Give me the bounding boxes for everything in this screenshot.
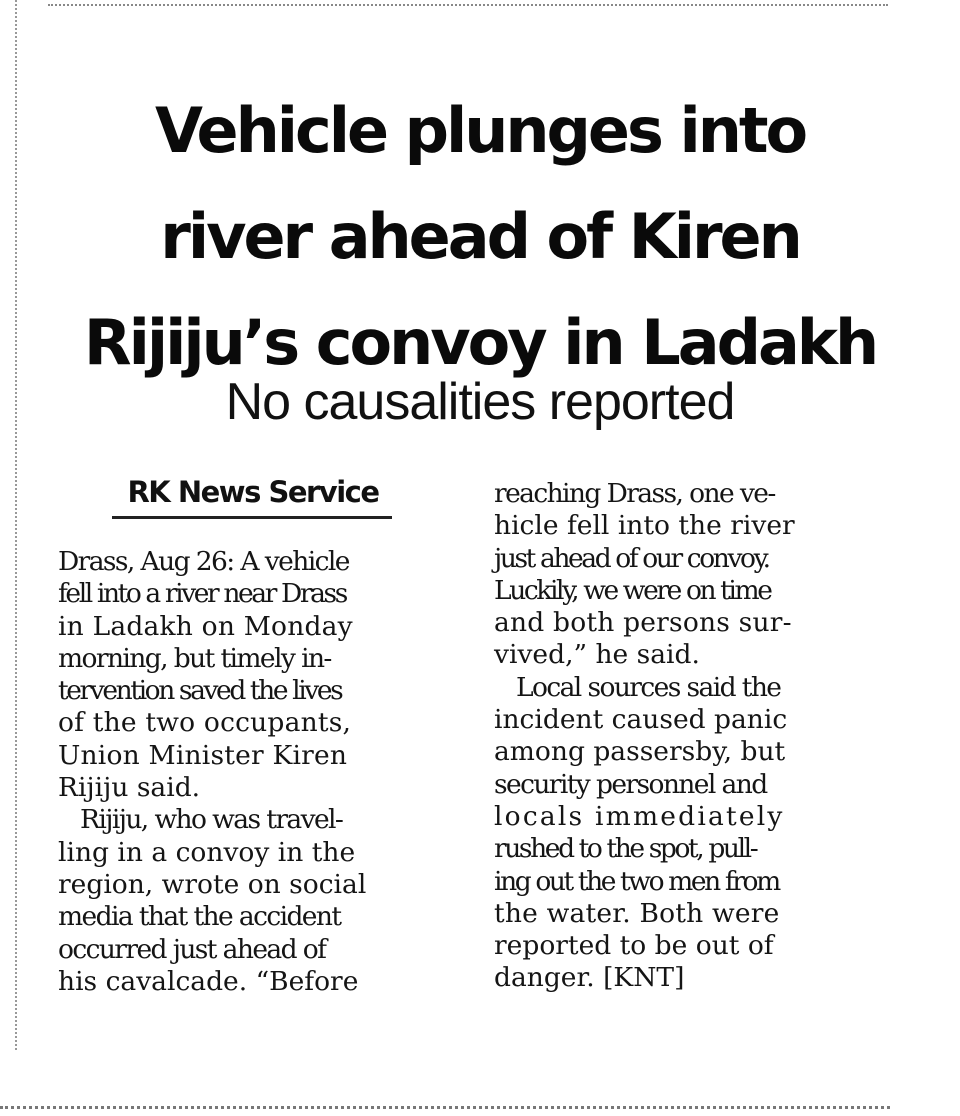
text-line: reaching Drass, one ve- [494,478,775,509]
text-line: rushed to the spot, pull- [494,833,757,865]
headline-line-2: river ahead of Kiren [160,200,800,273]
text-line: the water. Both were [494,897,780,929]
article-column-right [494,478,888,995]
paragraph-3 [494,672,888,995]
text-line: ing out the two men from [494,865,779,897]
text-line: of the two occupants, [58,707,352,739]
text-line: Union Minister Kiren [58,739,348,771]
text-line: ling in a convoy in the [58,836,356,868]
subheadline: No causalities reported [225,373,735,431]
text-line: Luckily, we were on time [494,574,771,606]
headline-line-3: Rijiju’s convoy in Ladakh [83,306,877,379]
text-line: just ahead of our convoy. [494,542,769,574]
paragraph-2-continued [494,478,888,672]
text-line: Rijiju said. [58,772,201,804]
article-column-left [58,546,450,998]
text-line: in Ladakh on Monday [58,610,353,642]
text-line: occurred just ahead of [58,933,326,965]
text-line: and both persons sur- [494,607,792,639]
bottom-dotted-border [0,1106,890,1109]
byline-underline [112,516,392,519]
paragraph-1 [58,546,450,804]
headline [40,78,920,396]
text-line: security personnel and [494,768,767,800]
text-line: Drass, Aug 26: A vehicle [58,546,349,577]
paragraph-2 [58,804,450,998]
text-line: hicle fell into the river [494,510,795,542]
text-line: locals immediately [494,800,785,832]
headline-line-1: Vehicle plunges into [154,94,806,167]
text-line: Rijiju, who was travel- [80,804,343,836]
text-line: vived,” he said. [494,639,700,671]
text-line: his cavalcade. “Before [58,965,359,997]
left-dotted-border [15,0,17,1050]
text-line: Local sources said the [516,671,781,703]
text-line: tervention saved the lives [58,675,342,707]
text-line: reported to be out of [494,930,774,962]
byline: RK News Service [127,475,379,509]
text-line: danger. [KNT] [494,962,685,994]
text-line: incident caused panic [494,704,788,736]
top-dotted-border [48,4,888,6]
text-line: morning, but timely in- [58,642,331,674]
text-line: region, wrote on social [58,868,367,900]
text-line: media that the accident [58,901,341,933]
text-line: among passersby, but [494,736,786,768]
text-line: fell into a river near Drass [58,578,346,610]
